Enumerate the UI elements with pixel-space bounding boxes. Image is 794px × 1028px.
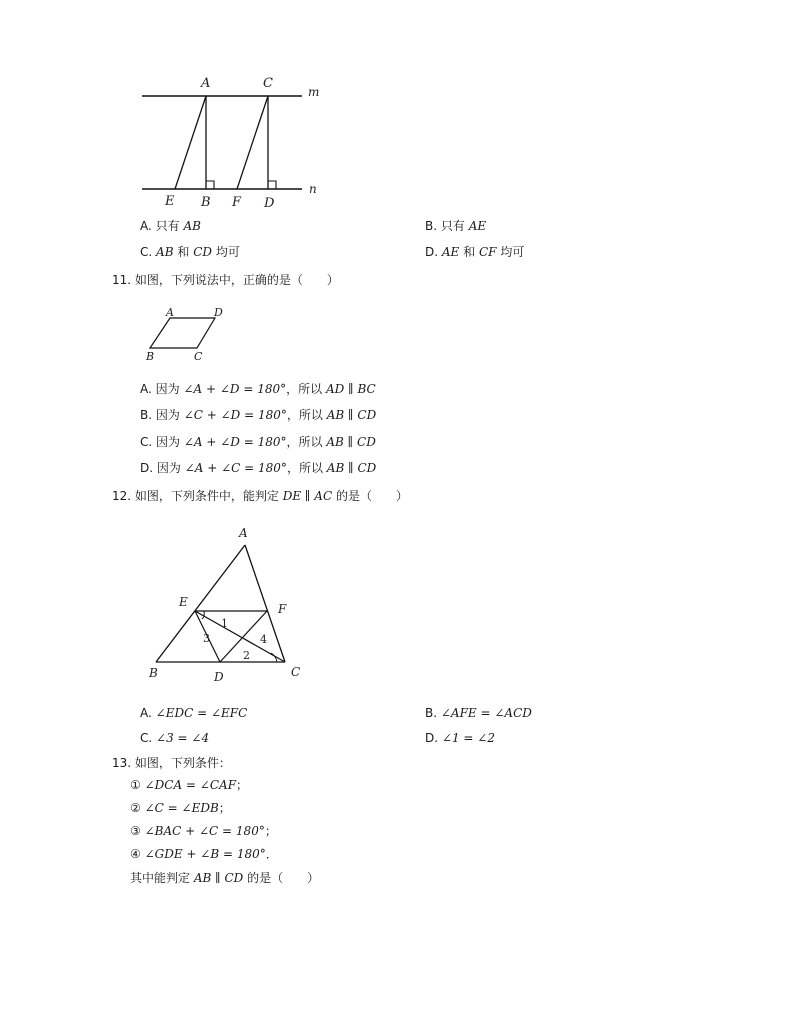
option-math2: CF <box>479 245 497 259</box>
option-mid: 和 <box>463 245 476 259</box>
option-math: AB <box>183 219 201 233</box>
option-math: AB <box>156 245 174 259</box>
closing-math: AB ∥ CD <box>193 871 244 885</box>
label-D: D <box>214 306 223 319</box>
q12-option-d <box>425 730 495 746</box>
q12-option-c <box>140 730 209 746</box>
option-label: D. 因为 <box>140 461 181 475</box>
label-F: F <box>232 195 242 210</box>
label-D: D <box>264 196 275 211</box>
option-math: ∠A + ∠C = 180° <box>184 461 287 475</box>
option-math: ∠EDC = ∠EFC <box>155 706 248 720</box>
q12-option-b <box>425 705 532 721</box>
option-label: A. 只有 <box>140 219 180 233</box>
segment-AB <box>156 545 245 662</box>
q13-closing <box>130 870 319 886</box>
option-label: B. <box>425 706 438 720</box>
option-math2: AB ∥ CD <box>326 461 377 475</box>
condition-number: ④ <box>130 847 141 861</box>
angle-label-4: 4 <box>260 633 267 646</box>
option-label: A. 因为 <box>140 382 180 396</box>
label-B: B <box>149 666 158 680</box>
condition-math: ∠DCA = ∠CAF <box>144 778 237 792</box>
label-F: F <box>278 602 287 616</box>
condition-end: ； <box>218 801 231 815</box>
stem-text: 12. 如图，下列条件中，能判定 <box>112 489 279 503</box>
option-label: C. <box>140 731 153 745</box>
condition-end: ； <box>264 824 277 838</box>
condition-math: ∠BAC + ∠C = 180° <box>144 824 265 838</box>
q13-condition-1 <box>130 777 248 793</box>
option-math2: AB ∥ CD <box>326 408 377 422</box>
q13-condition-2 <box>130 800 231 816</box>
option-mid: ，所以 <box>286 408 323 422</box>
q13-condition-4 <box>130 846 278 862</box>
option-mid: 和 <box>177 245 190 259</box>
option-label: B. 只有 <box>425 219 465 233</box>
label-C: C <box>291 665 301 679</box>
option-label: A. <box>140 706 152 720</box>
label-D: D <box>214 670 224 684</box>
condition-end: ； <box>236 778 249 792</box>
closing-text-end: 的是（ ） <box>247 871 320 885</box>
option-math2: AB ∥ CD <box>326 435 376 449</box>
option-mid: ，所以 <box>286 382 323 396</box>
closing-text: 其中能判定 <box>130 871 191 885</box>
label-C: C <box>263 76 273 91</box>
angle-label-2: 2 <box>243 649 250 662</box>
angle-label-3: 3 <box>203 632 210 645</box>
option-label: B. 因为 <box>140 408 180 422</box>
option-math2: AD ∥ BC <box>325 382 376 396</box>
stem-math: DE ∥ AC <box>282 489 333 503</box>
label-C: C <box>194 350 203 363</box>
option-mid: ，所以 <box>286 461 323 475</box>
stem-text-end: 的是（ ） <box>335 489 408 503</box>
label-n: n <box>309 182 317 196</box>
option-math2: CD <box>193 245 212 259</box>
condition-math: ∠C = ∠EDB <box>144 801 219 815</box>
option-label: D. <box>425 731 439 745</box>
option-tail: 均可 <box>215 245 240 259</box>
option-math: ∠C + ∠D = 180° <box>183 408 287 422</box>
condition-math: ∠GDE + ∠B = 180° <box>144 847 266 861</box>
option-mid: ，所以 <box>286 435 323 449</box>
label-A: A <box>166 306 174 319</box>
condition-number: ③ <box>130 824 141 838</box>
option-math: ∠1 = ∠2 <box>441 731 495 745</box>
label-E: E <box>165 194 175 209</box>
q13-condition-3 <box>130 823 277 839</box>
label-A: A <box>201 76 211 91</box>
option-label: C. 因为 <box>140 435 181 449</box>
condition-number: ① <box>130 778 141 792</box>
option-math: AE <box>468 219 487 233</box>
label-A: A <box>239 526 248 540</box>
label-B: B <box>146 350 155 363</box>
option-math: ∠3 = ∠4 <box>156 731 210 745</box>
option-label: C. <box>140 245 153 259</box>
condition-end: ． <box>265 847 278 861</box>
option-math: ∠A + ∠D = 180° <box>183 382 287 396</box>
option-tail: 均可 <box>500 245 525 259</box>
option-math: ∠A + ∠D = 180° <box>183 435 287 449</box>
option-math: AE <box>441 245 460 259</box>
option-label: D. <box>425 245 439 259</box>
angle-label-1: 1 <box>221 617 228 630</box>
label-B: B <box>201 195 211 210</box>
option-math: ∠AFE = ∠ACD <box>440 706 532 720</box>
q12-option-a <box>140 705 247 721</box>
q11-stem: 11. 如图，下列说法中，正确的是（ ） <box>112 273 339 287</box>
label-E: E <box>179 595 188 609</box>
q13-stem: 13. 如图，下列条件： <box>112 756 231 770</box>
label-m: m <box>308 85 320 99</box>
condition-number: ② <box>130 801 141 815</box>
